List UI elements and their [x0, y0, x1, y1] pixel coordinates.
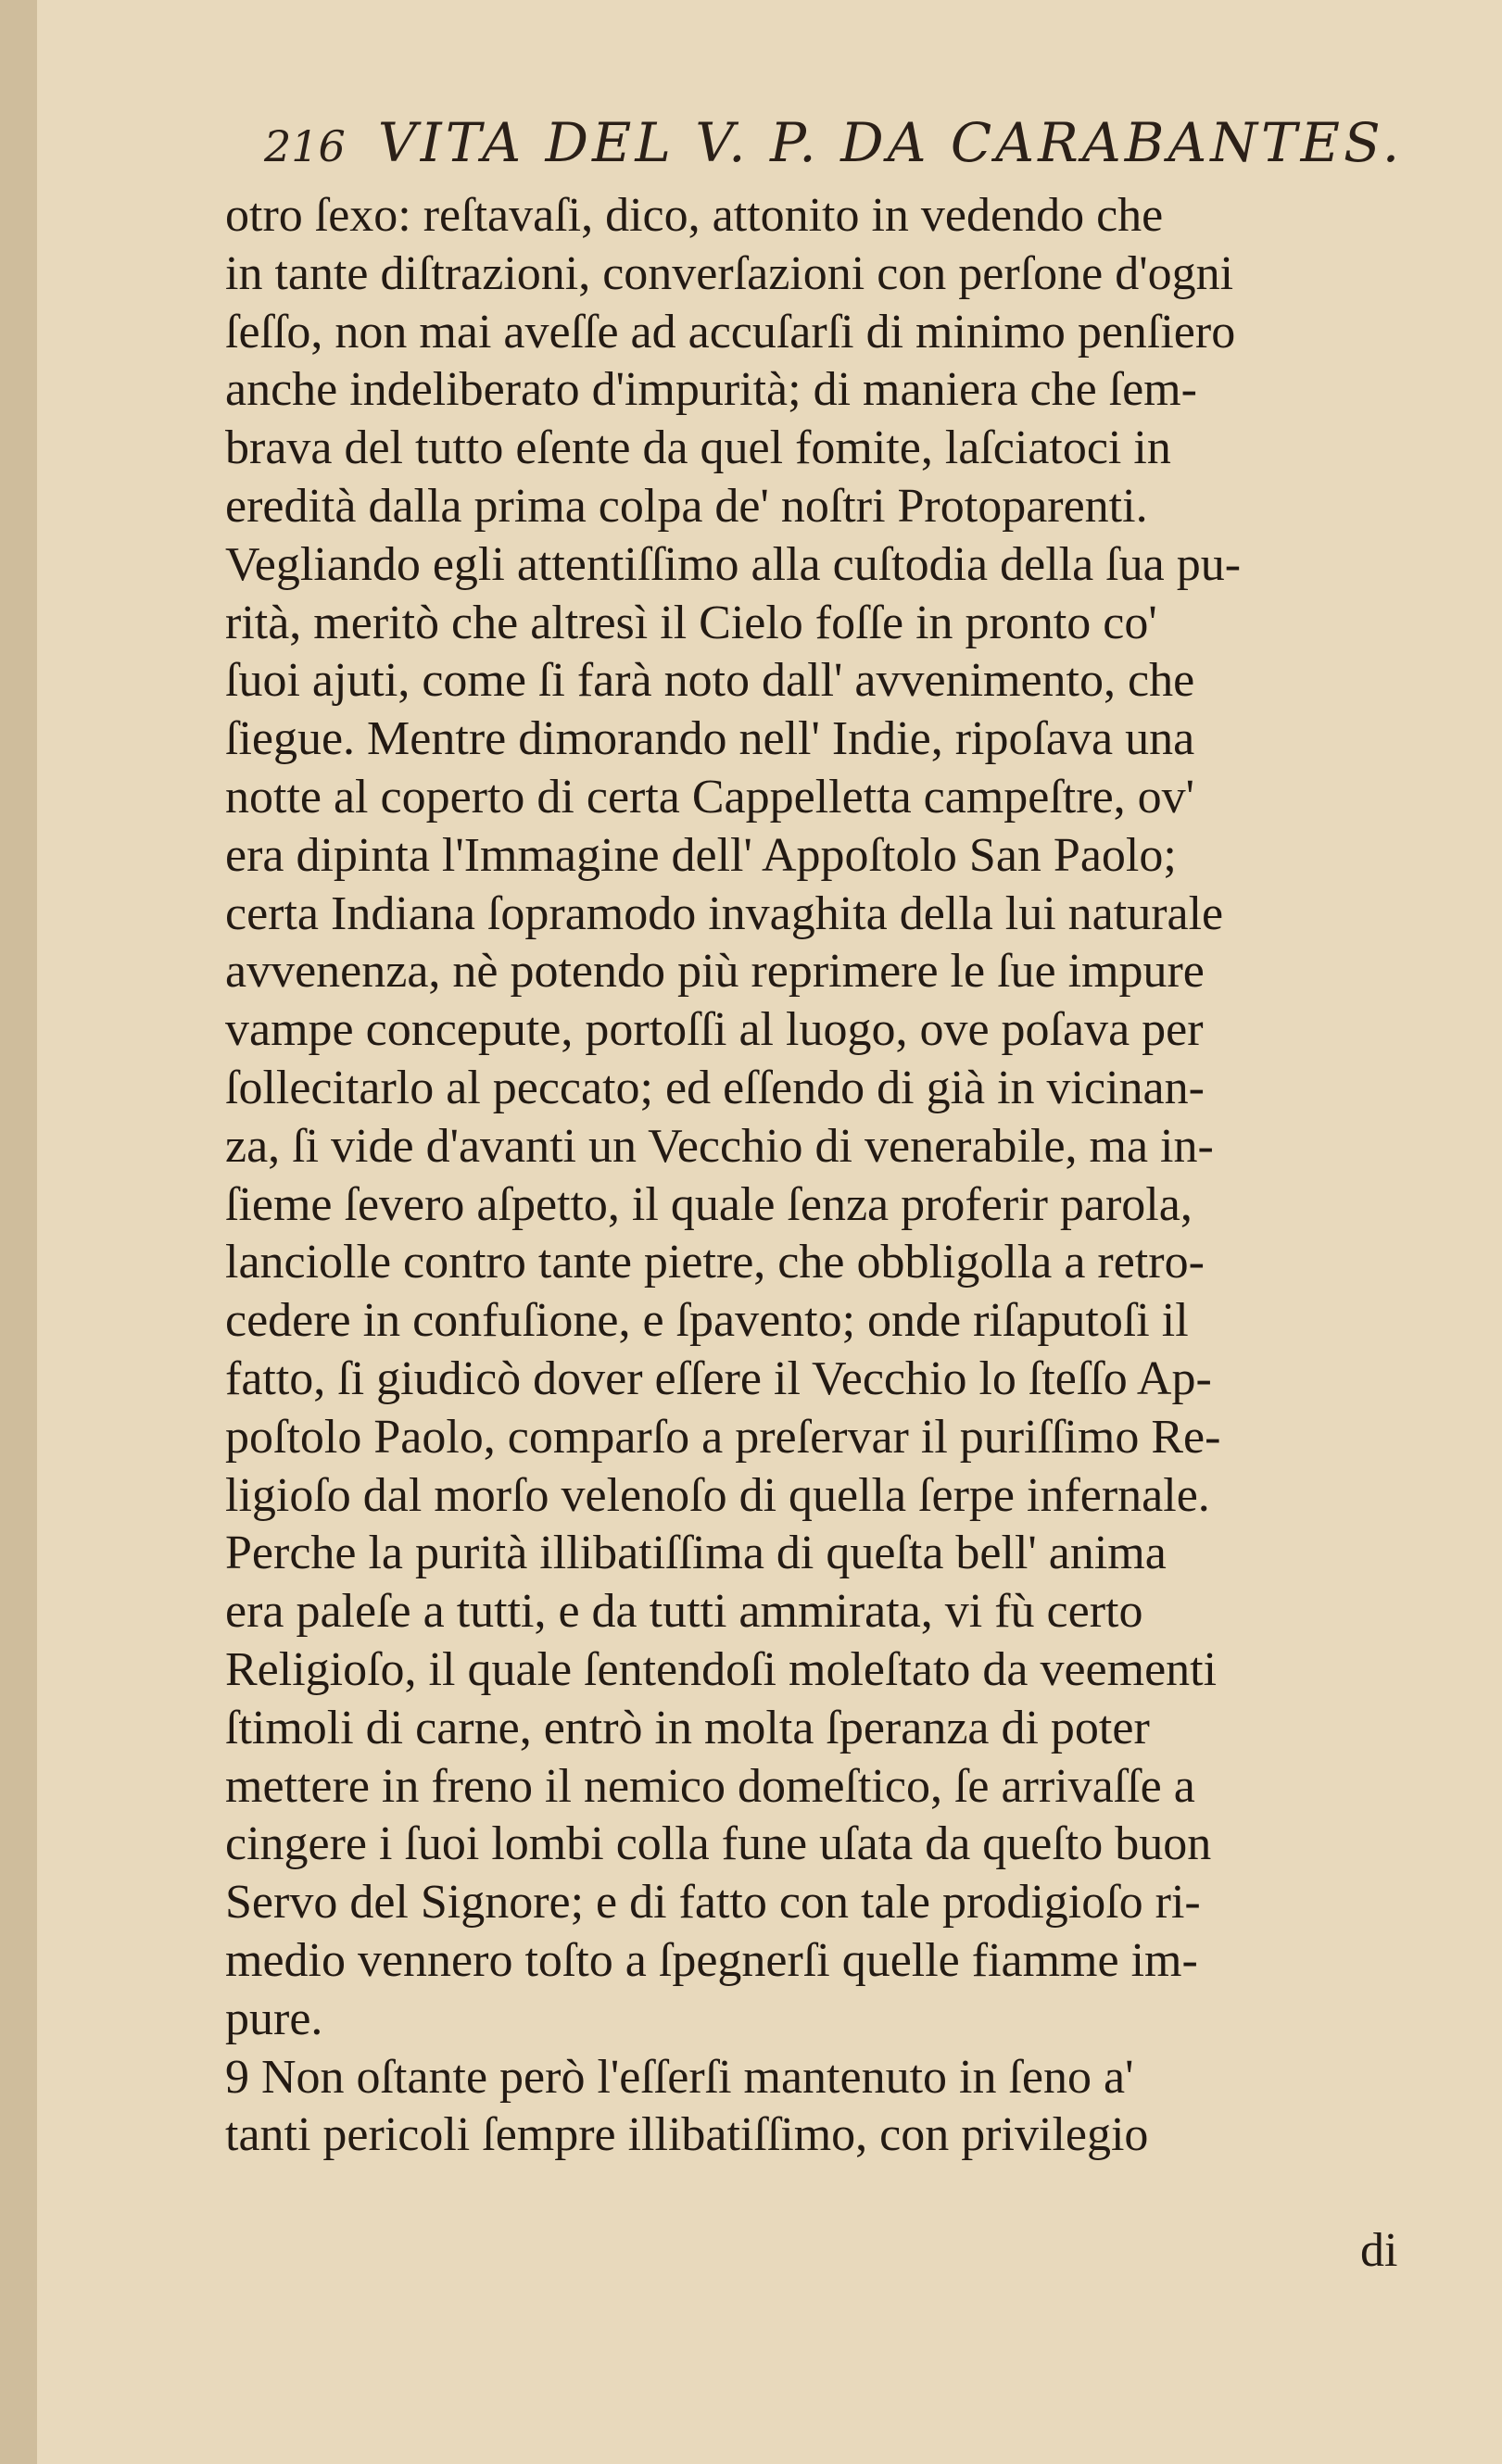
text-line: cingere i ſuoi lombi colla fune uſata da queſto buon [225, 1817, 1212, 1871]
text-line: Vegliando egli attentiſſimo alla cuſtodia della ſua pu- [225, 537, 1242, 591]
text-line: 9 Non oſtante però l'eſſerſi mantenuto in ſeno a' [225, 2050, 1134, 2104]
text-line: tanti pericoli ſempre illibatiſſimo, con privilegio [225, 2108, 1149, 2162]
text-line: notte al coperto di certa Cappelletta campeſtre, ov' [225, 770, 1195, 823]
text-line: Servo del Signore; e di fatto con tale prodigioſo ri- [225, 1876, 1201, 1930]
text-line: za, ſi vide d'avanti un Vecchio di venerabile, ma in- [225, 1119, 1214, 1173]
text-line: vampe concepute, portoſſi al luogo, ove poſava per [225, 1003, 1204, 1057]
text-line: brava del tutto eſente da quel fomite, laſciatoci in [225, 421, 1171, 475]
running-header [264, 111, 1487, 185]
text-line: ſtimoli di carne, entrò in molta ſperanza di poter [225, 1701, 1150, 1754]
text-line: Perche la purità illibatiſſima di queſta bell' anima [225, 1527, 1167, 1580]
text-line: eredità dalla prima colpa de' noſtri Protoparenti. [225, 479, 1148, 533]
text-line: ſeſſo, non mai aveſſe ad accuſarſi di minimo penſiero [225, 305, 1236, 358]
text-line: fatto, ſi giudicò dover eſſere il Vecchio lo ſteſſo Ap- [225, 1351, 1212, 1405]
text-line: lanciolle contro tante pietre, che obbligolla a retro- [225, 1236, 1205, 1289]
text-line: mettere in freno il nemico domeſtico, ſe arrivaſſe a [225, 1759, 1195, 1813]
text-line: pure. [225, 1992, 323, 2045]
text-line: Religioſo, il quale ſentendoſi moleſtato da veementi [225, 1642, 1218, 1696]
text-line: ligioſo dal morſo velenoſo di quella ſerpe infernale. [225, 1468, 1210, 1522]
text-line: ſuoi ajuti, come ſi farà noto dall' avvenimento, che [225, 654, 1195, 708]
text-line: era paleſe a tutti, e da tutti ammirata, vi fù certo [225, 1585, 1143, 1639]
catchword: di [1360, 2224, 1398, 2277]
page-gutter [0, 0, 37, 2464]
text-line: ſieme ſevero aſpetto, il quale ſenza proferir parola, [225, 1177, 1193, 1231]
text-line: ſiegue. Mentre dimorando nell' Indie, ripoſava una [225, 712, 1195, 766]
text-line: cedere in confuſione, e ſpavento; onde riſaputoſi il [225, 1294, 1189, 1348]
running-title: VITA DEL V. P. DA CARABANTES. [377, 111, 1404, 174]
text-line: medio vennero toſto a ſpegnerſi quelle fiamme im- [225, 1933, 1198, 1987]
page-number: 216 [264, 121, 346, 171]
text-line: in tante diſtrazioni, converſazioni con perſone d'ogni [225, 246, 1234, 300]
text-line: era dipinta l'Immagine dell' Appoſtolo San Paolo; [225, 828, 1177, 882]
text-line: anche indeliberato d'impurità; di maniera che ſem- [225, 363, 1197, 417]
body-text [225, 187, 1476, 2165]
text-line: certa Indiana ſopramodo invaghita della lui naturale [225, 886, 1224, 940]
text-line: poſtolo Paolo, comparſo a preſervar il puriſſimo Re- [225, 1410, 1221, 1464]
text-line: avvenenza, nè potendo più reprimere le ſue impure [225, 945, 1205, 999]
text-line: otro ſexo: reſtavaſi, dico, attonito in vedendo che [225, 189, 1164, 242]
text-line: ſollecitarlo al peccato; ed eſſendo di già in vicinan- [225, 1061, 1205, 1114]
text-line: rità, meritò che altresì il Cielo foſſe in pronto co' [225, 596, 1157, 649]
